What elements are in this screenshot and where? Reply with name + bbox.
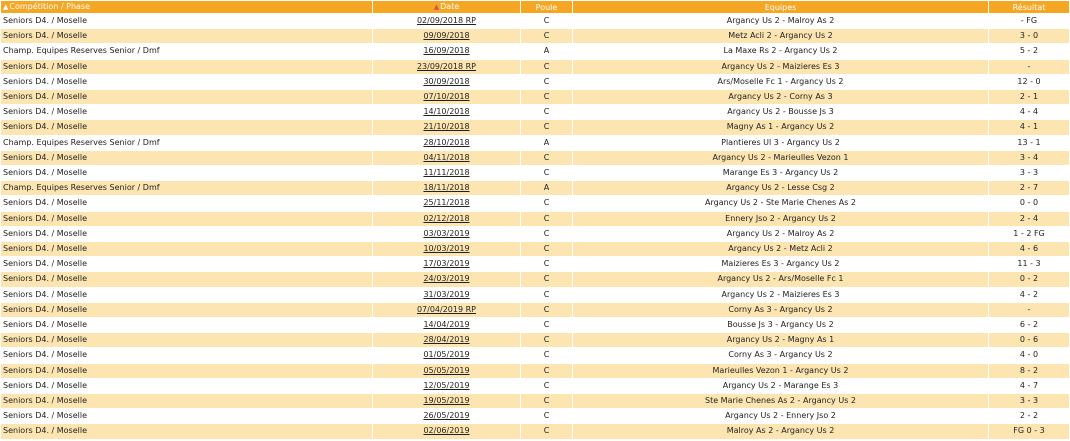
cell-competition: Seniors D4. / Moselle [1, 60, 372, 74]
cell-competition: Seniors D4. / Moselle [1, 196, 372, 210]
table-row [1, 364, 1069, 378]
cell-resultat: 8 - 2 [989, 364, 1069, 378]
cell-resultat: 2 - 4 [989, 212, 1069, 226]
cell-competition: Seniors D4. / Moselle [1, 303, 372, 317]
cell-poule: C [521, 14, 572, 28]
cell-resultat: - [989, 303, 1069, 317]
cell-resultat: 13 - 1 [989, 136, 1069, 150]
match-date-link[interactable]: 16/09/2018 [423, 46, 470, 56]
cell-date [373, 120, 520, 134]
cell-resultat: 2 - 7 [989, 181, 1069, 195]
cell-date [373, 151, 520, 165]
cell-equipes: Argancy Us 2 - Ste Marie Chenes As 2 [573, 196, 988, 210]
cell-date [373, 136, 520, 150]
cell-date [373, 29, 520, 43]
cell-date [373, 348, 520, 362]
cell-competition: Seniors D4. / Moselle [1, 151, 372, 165]
cell-competition: Seniors D4. / Moselle [1, 348, 372, 362]
match-date-link[interactable]: 30/09/2018 [423, 76, 470, 86]
table-row [1, 227, 1069, 241]
match-date-link[interactable]: 26/05/2019 [423, 411, 470, 421]
cell-date [373, 409, 520, 423]
table-row [1, 303, 1069, 317]
match-date-link[interactable]: 28/04/2019 [423, 335, 470, 345]
cell-resultat: 12 - 0 [989, 75, 1069, 89]
cell-date [373, 181, 520, 195]
cell-poule: C [521, 424, 572, 438]
cell-competition: Seniors D4. / Moselle [1, 318, 372, 332]
cell-date [373, 288, 520, 302]
table-row [1, 90, 1069, 104]
cell-competition: Champ. Equipes Reserves Senior / Dmf [1, 181, 372, 195]
table-row [1, 181, 1069, 195]
cell-resultat: 6 - 2 [989, 318, 1069, 332]
cell-equipes: Plantieres Ul 3 - Argancy Us 2 [573, 136, 988, 150]
match-date-link[interactable]: 10/03/2019 [423, 244, 470, 254]
cell-competition: Seniors D4. / Moselle [1, 90, 372, 104]
table-row [1, 424, 1069, 438]
cell-equipes: Ars/Moselle Fc 1 - Argancy Us 2 [573, 75, 988, 89]
cell-resultat: 4 - 7 [989, 379, 1069, 393]
table-row [1, 60, 1069, 74]
cell-competition: Seniors D4. / Moselle [1, 288, 372, 302]
match-date-link[interactable]: 11/11/2018 [423, 168, 470, 178]
cell-date [373, 394, 520, 408]
match-date-link[interactable]: 19/05/2019 [423, 396, 470, 406]
cell-competition: Seniors D4. / Moselle [1, 29, 372, 43]
cell-equipes: Argancy Us 2 - Magny As 1 [573, 333, 988, 347]
cell-date [373, 318, 520, 332]
cell-equipes: Argancy Us 2 - Maizieres Es 3 [573, 60, 988, 74]
cell-poule: C [521, 333, 572, 347]
cell-resultat: 2 - 1 [989, 90, 1069, 104]
cell-date [373, 242, 520, 256]
cell-equipes: Marieulles Vezon 1 - Argancy Us 2 [573, 364, 988, 378]
cell-resultat: 0 - 2 [989, 272, 1069, 286]
cell-competition: Seniors D4. / Moselle [1, 14, 372, 28]
table-row [1, 409, 1069, 423]
table-row [1, 212, 1069, 226]
cell-resultat: 4 - 2 [989, 288, 1069, 302]
table-row [1, 394, 1069, 408]
cell-resultat: - [989, 60, 1069, 74]
cell-poule: A [521, 136, 572, 150]
cell-equipes: La Maxe Rs 2 - Argancy Us 2 [573, 44, 988, 58]
cell-competition: Seniors D4. / Moselle [1, 333, 372, 347]
table-row [1, 29, 1069, 43]
cell-date [373, 257, 520, 271]
table-row [1, 379, 1069, 393]
cell-poule: C [521, 242, 572, 256]
table-row [1, 105, 1069, 119]
cell-equipes: Argancy Us 2 - Ars/Moselle Fc 1 [573, 272, 988, 286]
cell-resultat: 4 - 4 [989, 105, 1069, 119]
cell-equipes: Argancy Us 2 - Marange Es 3 [573, 379, 988, 393]
cell-equipes: Magny As 1 - Argancy Us 2 [573, 120, 988, 134]
table-row [1, 44, 1069, 58]
cell-equipes: Bousse Js 3 - Argancy Us 2 [573, 318, 988, 332]
cell-resultat: 0 - 6 [989, 333, 1069, 347]
cell-resultat: 0 - 0 [989, 196, 1069, 210]
match-date-link[interactable]: 28/10/2018 [423, 137, 470, 147]
sort-arrow-icon: ▲ [3, 3, 9, 11]
match-date-link[interactable]: 12/05/2019 [423, 380, 470, 390]
cell-competition: Seniors D4. / Moselle [1, 424, 372, 438]
match-date-link[interactable]: 17/03/2019 [423, 259, 470, 269]
match-date-link[interactable]: 24/03/2019 [423, 274, 470, 284]
cell-resultat: 3 - 3 [989, 166, 1069, 180]
match-date-link[interactable]: 02/06/2019 [423, 426, 470, 436]
cell-poule: C [521, 409, 572, 423]
cell-date [373, 75, 520, 89]
sort-arrow-icon: ▲ [433, 3, 440, 11]
cell-competition: Seniors D4. / Moselle [1, 379, 372, 393]
cell-equipes: Argancy Us 2 - Corny As 3 [573, 90, 988, 104]
cell-competition: Seniors D4. / Moselle [1, 394, 372, 408]
cell-poule: C [521, 90, 572, 104]
table-row [1, 151, 1069, 165]
match-date-link[interactable]: 04/11/2018 [423, 152, 470, 162]
cell-resultat: 5 - 2 [989, 44, 1069, 58]
cell-competition: Seniors D4. / Moselle [1, 364, 372, 378]
cell-equipes: Argancy Us 2 - Ennery Jso 2 [573, 409, 988, 423]
cell-date [373, 227, 520, 241]
cell-poule: C [521, 303, 572, 317]
cell-competition: Seniors D4. / Moselle [1, 257, 372, 271]
cell-resultat: 3 - 0 [989, 29, 1069, 43]
cell-date [373, 105, 520, 119]
table-row [1, 333, 1069, 347]
cell-poule: C [521, 394, 572, 408]
cell-date [373, 333, 520, 347]
match-date-link[interactable]: 07/04/2019 RP [416, 304, 477, 314]
cell-poule: C [521, 257, 572, 271]
table-row [1, 120, 1069, 134]
match-date-link[interactable]: 01/05/2019 [423, 350, 470, 360]
cell-poule: C [521, 288, 572, 302]
cell-equipes: Metz Acli 2 - Argancy Us 2 [573, 29, 988, 43]
cell-competition: Seniors D4. / Moselle [1, 120, 372, 134]
cell-equipes: Corny As 3 - Argancy Us 2 [573, 303, 988, 317]
cell-competition: Champ. Equipes Reserves Senior / Dmf [1, 44, 372, 58]
match-date-link[interactable]: 25/11/2018 [423, 198, 470, 208]
cell-resultat: FG 0 - 3 [989, 424, 1069, 438]
cell-poule: C [521, 75, 572, 89]
match-date-link[interactable]: 09/09/2018 [423, 31, 470, 41]
cell-competition: Seniors D4. / Moselle [1, 409, 372, 423]
cell-date [373, 90, 520, 104]
cell-poule: C [521, 212, 572, 226]
cell-poule: C [521, 196, 572, 210]
cell-poule: A [521, 181, 572, 195]
cell-equipes: Argancy Us 2 - Malroy As 2 [573, 14, 988, 28]
cell-resultat: 3 - 4 [989, 151, 1069, 165]
table-row [1, 288, 1069, 302]
table-header-row [1, 1, 1069, 13]
cell-date [373, 364, 520, 378]
cell-resultat: 1 - 2 FG [989, 227, 1069, 241]
match-date-link[interactable]: 14/04/2019 [423, 320, 470, 330]
table-row [1, 242, 1069, 256]
cell-competition: Seniors D4. / Moselle [1, 227, 372, 241]
match-date-link[interactable]: 02/09/2018 RP [416, 16, 477, 25]
match-date-link[interactable]: 02/12/2018 [423, 213, 470, 223]
table-row [1, 257, 1069, 271]
cell-poule: C [521, 272, 572, 286]
match-date-link[interactable]: 23/09/2018 RP [416, 61, 477, 71]
cell-date [373, 196, 520, 210]
table-row [1, 196, 1069, 210]
header-date[interactable]: ▲Date [373, 1, 520, 13]
match-date-link[interactable]: 07/10/2018 [423, 92, 470, 102]
cell-equipes: Argancy Us 2 - Maizieres Es 3 [573, 288, 988, 302]
cell-date [373, 212, 520, 226]
cell-competition: Seniors D4. / Moselle [1, 272, 372, 286]
cell-competition: Champ. Equipes Reserves Senior / Dmf [1, 136, 372, 150]
cell-equipes: Argancy Us 2 - Lesse Csg 2 [573, 181, 988, 195]
match-date-link[interactable]: 21/10/2018 [423, 122, 470, 132]
cell-poule: C [521, 105, 572, 119]
cell-competition: Seniors D4. / Moselle [1, 212, 372, 226]
cell-poule: C [521, 318, 572, 332]
header-equipes[interactable]: Equipes [573, 1, 988, 13]
table-row [1, 166, 1069, 180]
match-date-link[interactable]: 18/11/2018 [423, 183, 470, 193]
cell-resultat: 4 - 0 [989, 348, 1069, 362]
cell-date [373, 14, 520, 28]
cell-competition: Seniors D4. / Moselle [1, 242, 372, 256]
cell-competition: Seniors D4. / Moselle [1, 105, 372, 119]
cell-poule: C [521, 29, 572, 43]
cell-equipes: Corny As 3 - Argancy Us 2 [573, 348, 988, 362]
cell-resultat: 4 - 1 [989, 120, 1069, 134]
table-row [1, 318, 1069, 332]
cell-poule: C [521, 151, 572, 165]
cell-poule: A [521, 44, 572, 58]
table-row [1, 272, 1069, 286]
cell-equipes: Argancy Us 2 - Marieulles Vezon 1 [573, 151, 988, 165]
cell-poule: C [521, 348, 572, 362]
cell-equipes: Marange Es 3 - Argancy Us 2 [573, 166, 988, 180]
cell-equipes: Argancy Us 2 - Malroy As 2 [573, 227, 988, 241]
match-date-link[interactable]: 05/05/2019 [423, 365, 470, 375]
cell-resultat: 3 - 3 [989, 394, 1069, 408]
table-row [1, 136, 1069, 150]
header-resultat[interactable]: Résultat [989, 1, 1069, 13]
cell-equipes: Argancy Us 2 - Metz Acli 2 [573, 242, 988, 256]
cell-resultat: 2 - 2 [989, 409, 1069, 423]
cell-date [373, 303, 520, 317]
cell-date [373, 424, 520, 438]
header-competition[interactable]: ▲Compétition / Phase [1, 1, 372, 13]
cell-date [373, 60, 520, 74]
cell-competition: Seniors D4. / Moselle [1, 166, 372, 180]
table-row [1, 348, 1069, 362]
cell-resultat: 11 - 3 [989, 257, 1069, 271]
cell-resultat: 4 - 6 [989, 242, 1069, 256]
cell-equipes: Ennery Jso 2 - Argancy Us 2 [573, 212, 988, 226]
cell-date [373, 272, 520, 286]
cell-poule: C [521, 379, 572, 393]
match-date-link[interactable]: 14/10/2018 [423, 107, 470, 117]
cell-equipes: Malroy As 2 - Argancy Us 2 [573, 424, 988, 438]
cell-date [373, 166, 520, 180]
cell-poule: C [521, 227, 572, 241]
cell-resultat: - FG [989, 14, 1069, 28]
table-row [1, 75, 1069, 89]
cell-poule: C [521, 364, 572, 378]
cell-equipes: Argancy Us 2 - Bousse Js 3 [573, 105, 988, 119]
cell-poule: C [521, 120, 572, 134]
cell-equipes: Maizieres Es 3 - Argancy Us 2 [573, 257, 988, 271]
cell-date [373, 44, 520, 58]
cell-poule: C [521, 60, 572, 74]
match-date-link[interactable]: 03/03/2019 [423, 228, 470, 238]
cell-equipes: Ste Marie Chenes As 2 - Argancy Us 2 [573, 394, 988, 408]
header-poule[interactable]: Poule [521, 1, 572, 13]
cell-poule: C [521, 166, 572, 180]
match-date-link[interactable]: 31/03/2019 [423, 289, 470, 299]
table-row [1, 14, 1069, 28]
cell-competition: Seniors D4. / Moselle [1, 75, 372, 89]
cell-date [373, 379, 520, 393]
